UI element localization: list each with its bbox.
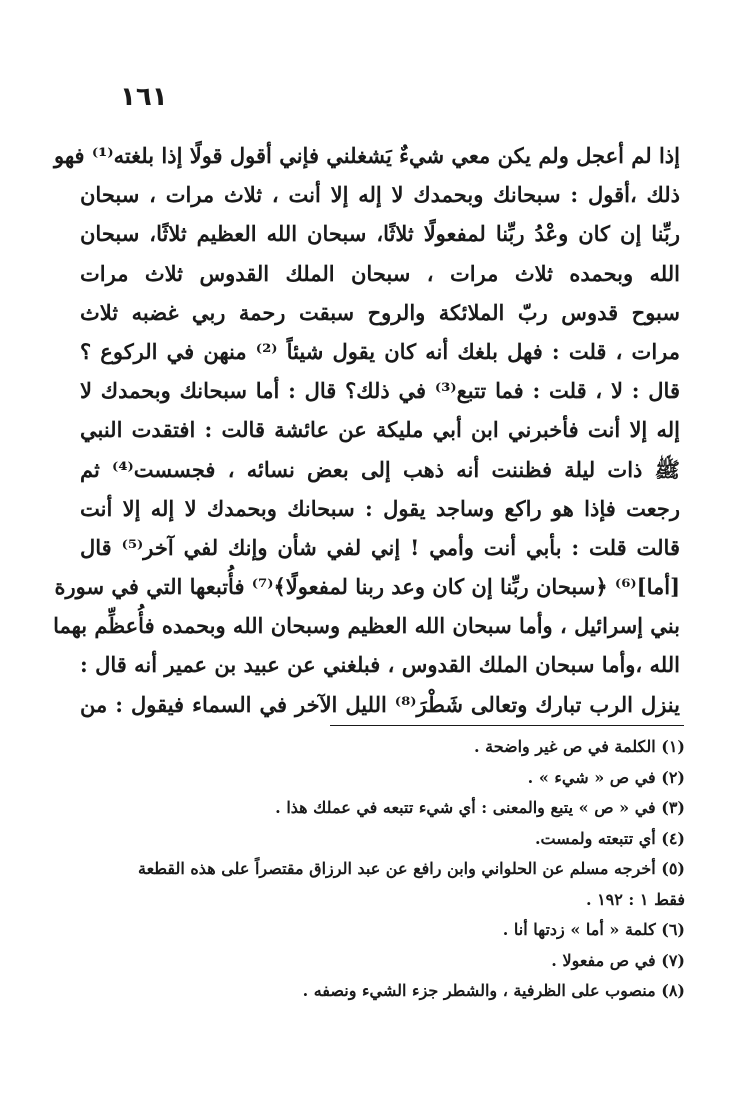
text-line: إذا لم أعجل ولم يكن معي شيءٌ يَشغلني فإني أقول قولًا إذا بلغته⁽¹⁾ فهو: [53, 143, 680, 168]
text-line: رجعت فإذا هو راكع وساجد يقول : سبحانك وبحمدك لا إله إلا أنت: [80, 495, 680, 521]
footnote: فقط ١ : ١٩٢ .: [585, 889, 685, 909]
footnote: (١) الكلمة في ص غير واضحة .: [473, 737, 685, 756]
footnote: (٣) في « ص » يتبع والمعنى : أي شيء تتبعه في عملك هذا .: [275, 798, 685, 817]
footnote: (٦) كلمة « أما » زدتها أنا .: [502, 920, 685, 939]
text-line: بني إسرائيل ، وأما سبحان الله العظيم وسبحان الله وبحمده فأُعظِّم بهما: [53, 613, 680, 639]
text-line: ربِّنا إن كان وعْدُ ربِّنا لمفعولًا ثلاثًا، سبحان الله العظيم ثلاثًا، سبحان: [80, 221, 680, 247]
text-line: سبوح قدوس ربّ الملائكة والروح سبقت رحمة ربي غضبه ثلاث: [80, 299, 680, 325]
text-line: قال : لا ، قلت : فما تتبع⁽³⁾ في ذلك؟ قال : أما سبحانك وبحمدك لا: [80, 378, 680, 404]
text-line: ﷺ ذات ليلة فظننت أنه ذهب إلى بعض نسائه ، فجسست⁽⁴⁾ ثم: [80, 456, 680, 482]
footnotes-section: [80, 732, 685, 1007]
text-line: إله إلا أنت فأخبرني ابن أبي مليكة عن عائشة قالت : افتقدت النبي: [80, 417, 680, 443]
footnote: (٧) في ص مفعولا .: [551, 950, 685, 970]
footnote: (٤) أي تتبعته ولمست.: [534, 828, 685, 848]
main-text-body: [53, 136, 680, 724]
footnote: (٢) في ص « شيء » .: [527, 767, 685, 787]
text-line: مرات ، قلت : فهل بلغك أنه كان يقول شيئاً ⁽²⁾ منهن في الركوع ؟: [80, 338, 680, 364]
text-line: [أما]⁽⁶⁾ ﴿سبحان ربِّنا إن كان وعد ربنا لمفعولًا﴾⁽⁷⁾ فأُتبعها التي في سورة: [54, 574, 680, 600]
text-line: الله ،وأما سبحان الملك القدوس ، فبلغني عن عبيد بن عمير أنه قال :: [80, 652, 680, 678]
text-line: قالت قلت : بأبي أنت وأمي ! إني لفي شأن وإنك لفي آخر⁽⁵⁾ قال: [80, 534, 680, 560]
footnote: (٨) منصوب على الظرفية ، والشطر جزء الشيء ونصفه .: [302, 981, 685, 1000]
text-line: الله وبحمده ثلاث مرات ، سبحان الملك القدوس ثلاث مرات: [80, 260, 680, 286]
page-number: ١٦١: [120, 82, 168, 112]
text-line: ذلك ،أقول : سبحانك وبحمدك لا إله إلا أنت ، ثلاث مرات ، سبحان: [80, 182, 680, 208]
text-line: ينزل الرب تبارك وتعالى شَطْرَ⁽⁸⁾ الليل الآخر في السماء فيقول : من: [80, 691, 680, 717]
footnote-separator: [330, 725, 684, 726]
footnote: (٥) أخرجه مسلم عن الحلواني وابن رافع عن عبد الرزاق مقتصراً على هذه القطعة: [138, 859, 685, 878]
